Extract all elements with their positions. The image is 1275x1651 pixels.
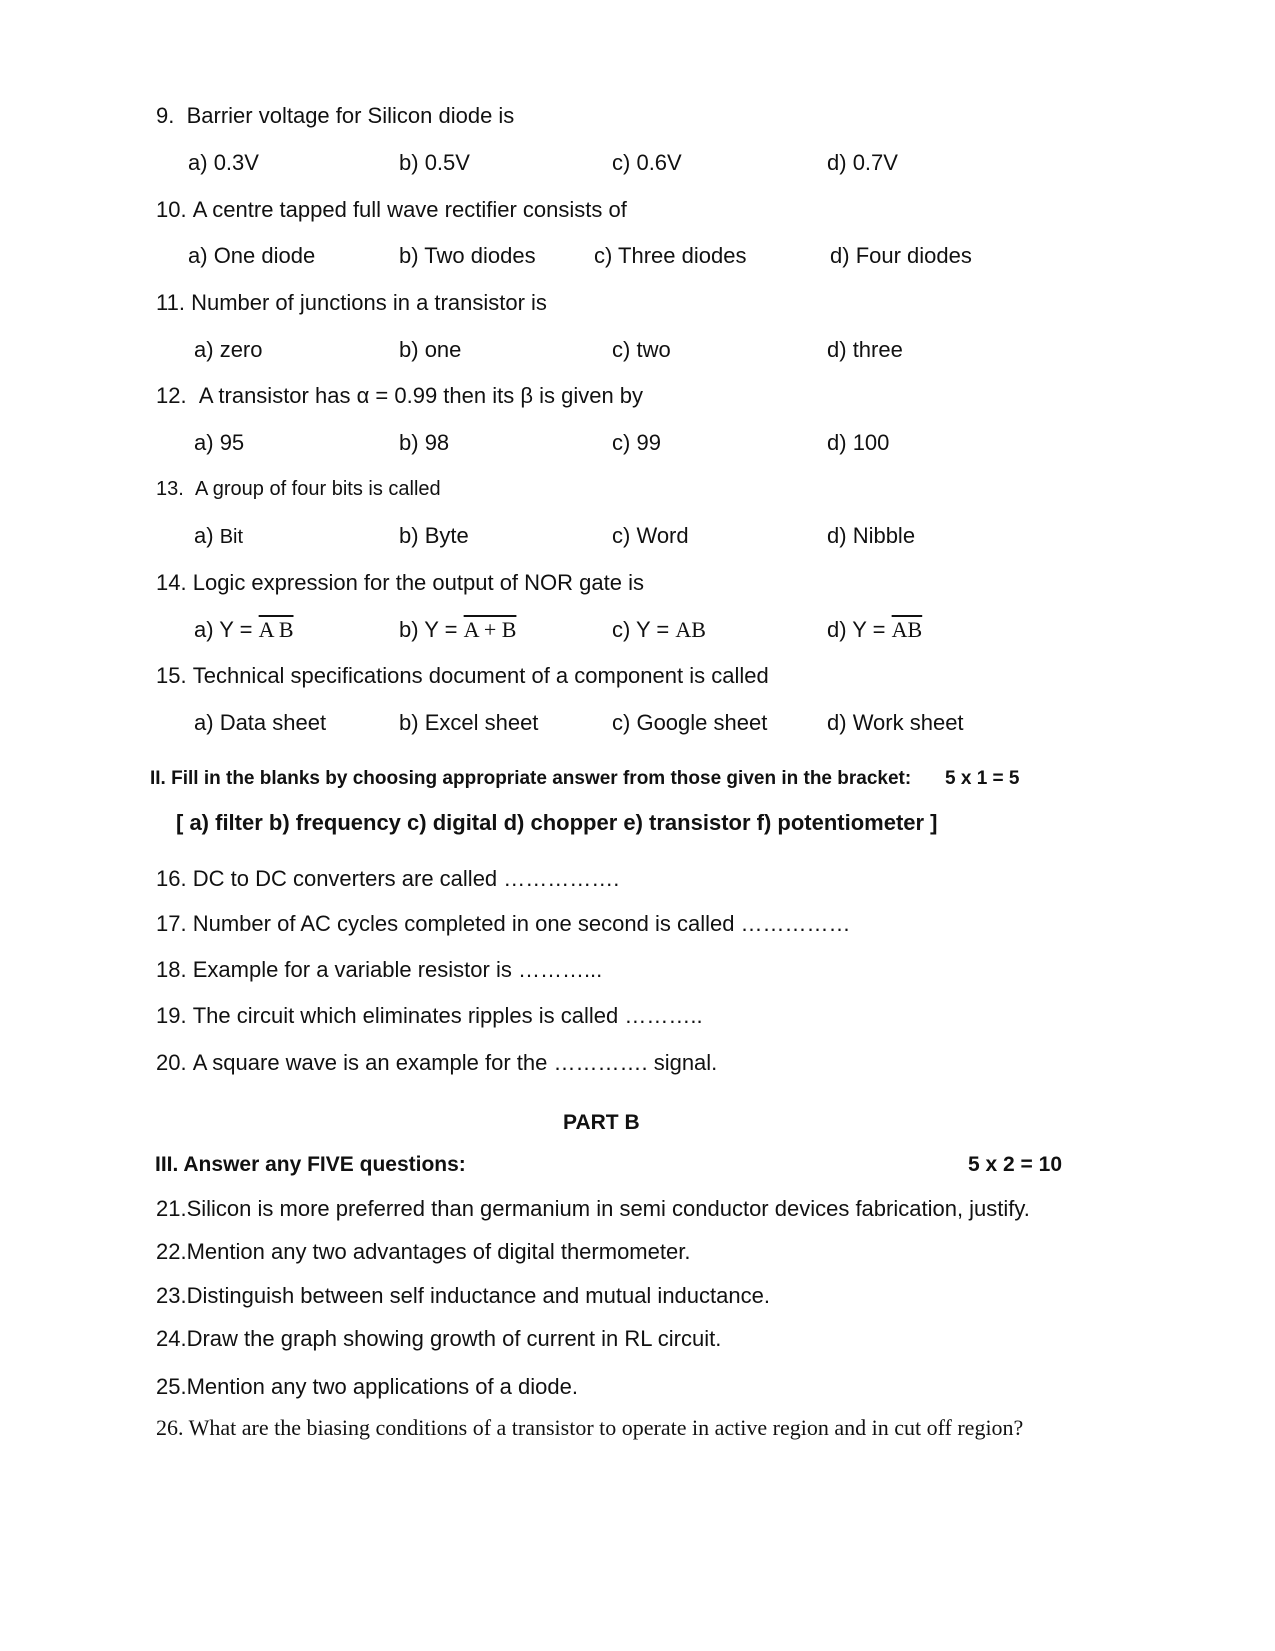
option-d xyxy=(827,430,889,456)
question-text: A transistor has α = 0.99 then its β is given by xyxy=(198,383,644,408)
question-24 xyxy=(156,1326,721,1352)
question-text: Distinguish between self inductance and mutual inductance. xyxy=(186,1283,770,1308)
option-text: one xyxy=(424,337,462,362)
question-number: 19. xyxy=(156,1003,187,1028)
option-label: d) xyxy=(827,430,847,455)
option-text: 95 xyxy=(219,430,245,455)
question-number: 9. xyxy=(156,103,175,128)
option-text: Google sheet xyxy=(636,710,768,735)
question-text: The circuit which eliminates ripples is called ……….. xyxy=(192,1003,703,1028)
question-text: DC to DC converters are called ……………. xyxy=(192,866,620,891)
question-11 xyxy=(156,290,547,316)
question-text: What are the biasing conditions of a transistor to operate in active region and in cut off region? xyxy=(188,1415,1024,1440)
option-text: 0.7V xyxy=(852,150,898,175)
option-c xyxy=(612,617,706,643)
option-text: 100 xyxy=(852,430,890,455)
option-label: d) xyxy=(827,617,847,642)
option-text: Two diodes xyxy=(424,243,536,268)
option-b xyxy=(399,243,536,269)
option-prefix: Y = xyxy=(424,617,464,642)
question-14 xyxy=(156,570,644,596)
question-9 xyxy=(156,103,514,129)
question-number: 14. xyxy=(156,570,187,595)
question-21 xyxy=(156,1196,1030,1222)
option-text: Three diodes xyxy=(618,243,747,268)
option-b xyxy=(399,523,469,549)
answer-choices-bracket: [ a) filter b) frequency c) digital d) chopper e) transistor f) potentiometer ] xyxy=(176,810,938,835)
option-c xyxy=(594,243,746,269)
question-16 xyxy=(156,866,619,892)
option-text: 0.3V xyxy=(213,150,259,175)
option-text: three xyxy=(852,337,903,362)
option-a xyxy=(188,150,259,176)
option-label: b) xyxy=(399,243,419,268)
option-a xyxy=(194,710,326,736)
question-number: 15. xyxy=(156,663,187,688)
option-label: c) xyxy=(612,150,631,175)
question-12 xyxy=(156,383,643,409)
option-text: One diode xyxy=(213,243,316,268)
option-label: b) xyxy=(399,617,419,642)
option-a xyxy=(194,337,262,363)
option-c xyxy=(612,710,767,736)
option-text: Byte xyxy=(424,523,469,548)
option-b xyxy=(399,617,516,643)
question-23 xyxy=(156,1283,770,1309)
option-c xyxy=(612,150,682,176)
option-label: b) xyxy=(399,430,419,455)
question-number: 24. xyxy=(156,1326,187,1351)
question-number: 22. xyxy=(156,1239,187,1264)
option-expression: A + B xyxy=(463,617,517,642)
question-number: 26. xyxy=(156,1415,184,1440)
option-label: a) xyxy=(194,617,214,642)
option-c xyxy=(612,430,661,456)
question-text: A centre tapped full wave rectifier consists of xyxy=(192,197,627,222)
question-13 xyxy=(156,478,441,501)
question-text: Logic expression for the output of NOR gate is xyxy=(192,570,644,595)
option-label: b) xyxy=(399,710,419,735)
question-number: 12. xyxy=(156,383,187,408)
section-3-marks: 5 x 2 = 10 xyxy=(968,1153,1062,1176)
option-b xyxy=(399,150,470,176)
option-d xyxy=(827,337,903,363)
option-label: d) xyxy=(827,150,847,175)
question-number: 23. xyxy=(156,1283,187,1308)
option-text: zero xyxy=(219,337,263,362)
question-25 xyxy=(156,1374,578,1400)
question-text: Barrier voltage for Silicon diode is xyxy=(186,103,515,128)
option-label: a) xyxy=(188,150,208,175)
question-text: Draw the graph showing growth of current in RL circuit. xyxy=(186,1326,722,1351)
question-number: 11. xyxy=(156,290,185,315)
question-20 xyxy=(156,1050,717,1076)
option-label: a) xyxy=(194,710,214,735)
question-text: Example for a variable resistor is ………... xyxy=(192,957,603,982)
question-text: Number of AC cycles completed in one second is called …………… xyxy=(192,911,851,936)
option-d xyxy=(827,617,922,643)
option-b xyxy=(399,430,449,456)
option-expression: $\overline{AB}$ xyxy=(891,617,923,642)
option-label: a) xyxy=(194,523,214,548)
option-d xyxy=(827,150,898,176)
option-d xyxy=(827,523,915,549)
option-prefix: Y = xyxy=(636,617,676,642)
part-b-title: PART B xyxy=(563,1111,640,1134)
option-label: d) xyxy=(827,337,847,362)
section-3-heading: III. Answer any FIVE questions: xyxy=(155,1153,466,1176)
option-a xyxy=(194,523,243,549)
option-label: b) xyxy=(399,150,419,175)
question-text: A group of four bits is called xyxy=(194,478,441,500)
option-label: c) xyxy=(612,710,631,735)
option-text: Data sheet xyxy=(219,710,327,735)
option-a xyxy=(188,243,315,269)
question-text: Mention any two advantages of digital thermometer. xyxy=(186,1239,691,1264)
section-2-marks: 5 x 1 = 5 xyxy=(945,768,1020,789)
option-a xyxy=(194,617,294,643)
option-b xyxy=(399,710,538,736)
option-text: Excel sheet xyxy=(424,710,539,735)
option-expression: A B xyxy=(258,617,294,642)
option-text: Four diodes xyxy=(855,243,972,268)
option-label: a) xyxy=(194,430,214,455)
question-15 xyxy=(156,663,769,689)
option-text: Word xyxy=(636,523,689,548)
option-prefix: Y = xyxy=(852,617,892,642)
question-26 xyxy=(156,1415,1023,1441)
option-label: d) xyxy=(827,710,847,735)
option-label: b) xyxy=(399,337,419,362)
option-label: d) xyxy=(830,243,850,268)
option-c xyxy=(612,337,671,363)
question-text: Silicon is more preferred than germanium in semi conductor devices fabrication, justify. xyxy=(186,1196,1030,1221)
option-d xyxy=(827,710,964,736)
option-expression: AB xyxy=(675,617,706,642)
option-label: c) xyxy=(612,430,631,455)
question-number: 25. xyxy=(156,1374,187,1399)
option-text: 99 xyxy=(636,430,661,455)
option-label: a) xyxy=(188,243,208,268)
option-label: c) xyxy=(594,243,613,268)
question-text: A square wave is an example for the …………. signal. xyxy=(192,1050,718,1075)
question-text: Technical specifications document of a component is called xyxy=(192,663,769,688)
question-number: 16. xyxy=(156,866,187,891)
question-number: 18. xyxy=(156,957,187,982)
question-17 xyxy=(156,911,851,937)
section-2-heading: II. Fill in the blanks by choosing appropriate answer from those given in the bracket: xyxy=(150,768,912,789)
option-text: 0.5V xyxy=(424,150,470,175)
option-c xyxy=(612,523,689,549)
question-19 xyxy=(156,1003,703,1029)
option-label: b) xyxy=(399,523,419,548)
question-number: 13. xyxy=(156,478,184,500)
option-text: two xyxy=(636,337,671,362)
option-text: 0.6V xyxy=(636,150,682,175)
option-label: a) xyxy=(194,337,214,362)
option-prefix: Y = xyxy=(219,617,259,642)
question-number: 17. xyxy=(156,911,187,936)
question-22 xyxy=(156,1239,690,1265)
question-number: 21. xyxy=(156,1196,187,1221)
question-text: Number of junctions in a transistor is xyxy=(191,290,547,315)
option-text: Work sheet xyxy=(852,710,964,735)
option-b xyxy=(399,337,461,363)
question-10 xyxy=(156,197,627,223)
option-text: 98 xyxy=(424,430,450,455)
question-number: 10. xyxy=(156,197,187,222)
option-label: c) xyxy=(612,523,631,548)
option-label: d) xyxy=(827,523,847,548)
option-text: Nibble xyxy=(852,523,916,548)
option-a xyxy=(194,430,244,456)
question-18 xyxy=(156,957,602,983)
option-text: Bit xyxy=(219,526,244,548)
question-number: 20. xyxy=(156,1050,187,1075)
question-text: Mention any two applications of a diode. xyxy=(186,1374,578,1399)
option-d xyxy=(830,243,972,269)
option-label: c) xyxy=(612,617,631,642)
option-label: c) xyxy=(612,337,631,362)
